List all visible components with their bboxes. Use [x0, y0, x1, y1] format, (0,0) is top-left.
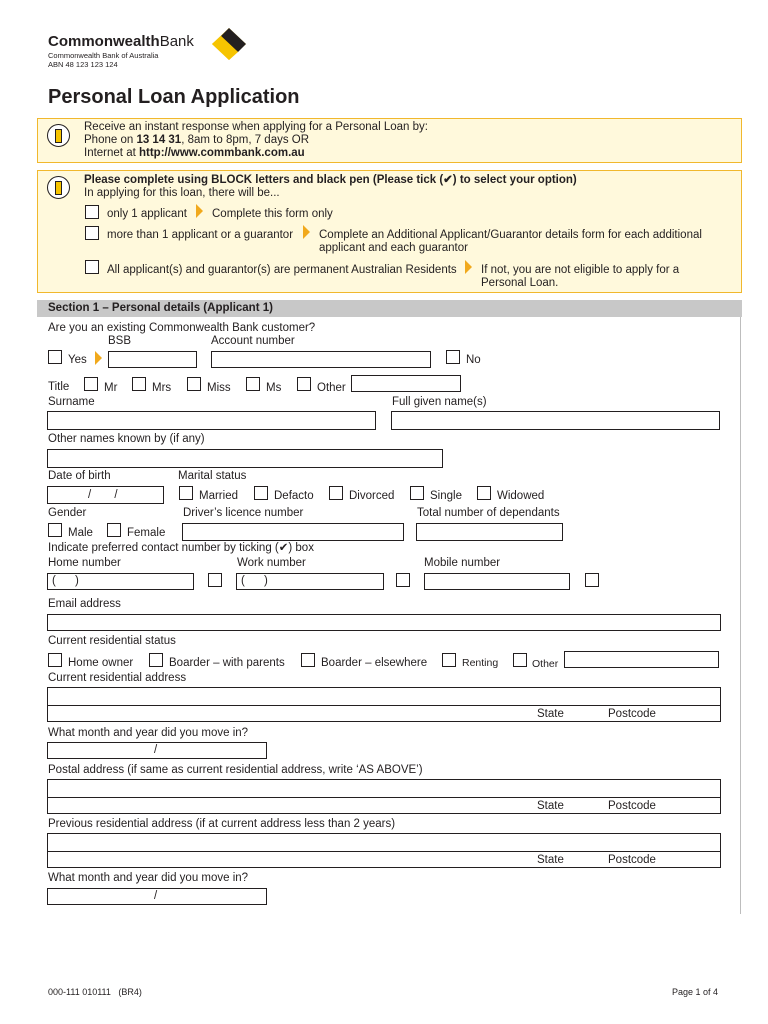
- bsb-label: BSB: [108, 335, 132, 347]
- marital-status-label: Marital status: [178, 470, 247, 482]
- mrs-label: Mrs: [152, 382, 172, 394]
- married-label: Married: [199, 490, 238, 502]
- move-in-separator: /: [154, 744, 158, 756]
- other-title-label: Other: [317, 382, 346, 394]
- licence-input[interactable]: [182, 523, 404, 541]
- residential-status-label: Current residential status: [48, 635, 176, 647]
- mobile-number-label: Mobile number: [424, 557, 501, 569]
- dependants-input[interactable]: [416, 523, 563, 541]
- opt1-label: only 1 applicant: [107, 208, 187, 220]
- checkbox-yes[interactable]: [48, 350, 62, 364]
- checkbox-mr[interactable]: [84, 377, 98, 391]
- checkbox-female[interactable]: [107, 523, 121, 537]
- mobile-number-input[interactable]: [424, 573, 570, 590]
- home-area-code: ( ): [52, 575, 79, 587]
- arrow-icon: [465, 260, 472, 274]
- info1-line1: Receive an instant response when applying for a Personal Loan by:: [84, 121, 428, 133]
- logo-line2: ABN 48 123 123 124: [48, 60, 118, 69]
- opt3-result-line1: If not, you are not eligible to apply for a: [481, 264, 680, 276]
- bsb-input[interactable]: [108, 351, 197, 368]
- given-names-label: Full given name(s): [392, 396, 487, 408]
- title-label: Title: [48, 381, 70, 393]
- section1-title: Section 1 – Personal details (Applicant 1): [48, 302, 273, 314]
- checkbox-residents[interactable]: [85, 260, 99, 274]
- state-label: State: [537, 854, 564, 866]
- arrow-icon: [303, 225, 310, 239]
- email-input[interactable]: [47, 614, 721, 631]
- checkbox-home-preferred[interactable]: [208, 573, 222, 587]
- info2-sub: In applying for this loan, there will be...: [84, 187, 280, 199]
- contact-note: Indicate preferred contact number by ticking (✔) box: [48, 542, 314, 554]
- licence-label: Driver’s licence number: [183, 507, 304, 519]
- checkbox-male[interactable]: [48, 523, 62, 537]
- info-icon: [47, 176, 70, 199]
- defacto-label: Defacto: [274, 490, 314, 502]
- other-status-label: Other: [532, 658, 559, 670]
- checkbox-other-title[interactable]: [297, 377, 311, 391]
- no-label: No: [466, 354, 481, 366]
- address-divider: [47, 797, 721, 798]
- checkbox-renting[interactable]: [442, 653, 456, 667]
- other-names-input[interactable]: [47, 449, 443, 468]
- female-label: Female: [127, 527, 166, 539]
- info1-phone-suffix: , 8am to 8pm, 7 days OR: [181, 134, 310, 146]
- given-names-input[interactable]: [391, 411, 720, 430]
- state-label: State: [537, 708, 564, 720]
- logo-word-light: Bank: [159, 33, 194, 50]
- checkbox-boarder-parents[interactable]: [149, 653, 163, 667]
- arrow-icon: [95, 351, 102, 365]
- checkbox-no[interactable]: [446, 350, 460, 364]
- postcode-label: Postcode: [608, 708, 656, 720]
- info1-url[interactable]: http://www.commbank.com.au: [138, 147, 305, 159]
- widowed-label: Widowed: [497, 490, 545, 502]
- divorced-label: Divorced: [349, 490, 395, 502]
- form-code: 000-111 010111 (BR4): [48, 987, 142, 997]
- checkbox-home-owner[interactable]: [48, 653, 62, 667]
- other-title-input[interactable]: [351, 375, 461, 392]
- logo-line1: Commonwealth Bank of Australia: [48, 51, 159, 60]
- move-in-question: What month and year did you move in?: [48, 727, 249, 739]
- mr-label: Mr: [104, 382, 118, 394]
- boarder-parents-label: Boarder – with parents: [169, 657, 285, 669]
- checkbox-widowed[interactable]: [477, 486, 491, 500]
- dob-separators: / /: [88, 489, 118, 501]
- opt1-result: Complete this form only: [212, 208, 333, 220]
- account-number-input[interactable]: [211, 351, 431, 368]
- dependants-label: Total number of dependants: [417, 507, 560, 519]
- checkbox-work-preferred[interactable]: [396, 573, 410, 587]
- home-number-label: Home number: [48, 557, 121, 569]
- gender-label: Gender: [48, 507, 87, 519]
- boarder-elsewhere-label: Boarder – elsewhere: [321, 657, 428, 669]
- checkbox-other-status[interactable]: [513, 653, 527, 667]
- previous-address-label: Previous residential address (if at current address less than 2 years): [48, 818, 396, 830]
- surname-label: Surname: [48, 396, 95, 408]
- opt2-label: more than 1 applicant or a guarantor: [107, 229, 294, 241]
- dob-label: Date of birth: [48, 470, 111, 482]
- current-address-label: Current residential address: [48, 672, 187, 684]
- info1-internet-prefix: Internet at: [84, 147, 139, 159]
- page-number: Page 1 of 4: [672, 987, 719, 997]
- checkbox-boarder-elsewhere[interactable]: [301, 653, 315, 667]
- state-label: State: [537, 800, 564, 812]
- opt2-result-line1: Complete an Additional Applicant/Guarantor details form for each additional: [319, 229, 702, 241]
- work-area-code: ( ): [241, 575, 268, 587]
- opt3-result-line2: Personal Loan.: [481, 277, 559, 289]
- previous-move-in-separator: /: [154, 890, 158, 902]
- male-label: Male: [68, 527, 93, 539]
- checkbox-defacto[interactable]: [254, 486, 268, 500]
- checkbox-one-applicant[interactable]: [85, 205, 99, 219]
- arrow-icon: [196, 204, 203, 218]
- postal-address-label: Postal address (if same as current residential address, write ‘AS ABOVE’): [48, 764, 423, 776]
- miss-label: Miss: [207, 382, 231, 394]
- account-number-label: Account number: [211, 335, 295, 347]
- checkbox-mobile-preferred[interactable]: [585, 573, 599, 587]
- checkbox-mrs[interactable]: [132, 377, 146, 391]
- work-number-label: Work number: [237, 557, 306, 569]
- other-status-input[interactable]: [564, 651, 719, 668]
- info-icon: [47, 124, 70, 147]
- home-owner-label: Home owner: [68, 657, 134, 669]
- checkbox-ms[interactable]: [246, 377, 260, 391]
- info1-phone-prefix: Phone on: [84, 134, 137, 146]
- info2-heading: Please complete using BLOCK letters and black pen (Please tick (✔) to select your option): [84, 174, 577, 186]
- existing-customer-question: Are you an existing Commonwealth Bank customer?: [48, 322, 316, 334]
- ms-label: Ms: [266, 382, 282, 394]
- address-divider: [47, 851, 721, 852]
- email-label: Email address: [48, 598, 121, 610]
- checkbox-married[interactable]: [179, 486, 193, 500]
- logo-word-bold: Commonwealth: [48, 33, 160, 50]
- renting-label: Renting: [462, 657, 499, 669]
- yes-label: Yes: [68, 354, 87, 366]
- surname-input[interactable]: [47, 411, 376, 430]
- checkbox-divorced[interactable]: [329, 486, 343, 500]
- checkbox-single[interactable]: [410, 486, 424, 500]
- postcode-label: Postcode: [608, 854, 656, 866]
- checkbox-multiple-applicants[interactable]: [85, 226, 99, 240]
- opt2-result-line2: applicant and each guarantor: [319, 242, 468, 254]
- logo-diamond-icon: [210, 26, 248, 62]
- info1-phone: 13 14 31: [136, 134, 182, 146]
- single-label: Single: [430, 490, 462, 502]
- checkbox-miss[interactable]: [187, 377, 201, 391]
- postcode-label: Postcode: [608, 800, 656, 812]
- previous-move-in-question: What month and year did you move in?: [48, 872, 249, 884]
- page-title: Personal Loan Application: [48, 86, 300, 108]
- address-divider: [47, 705, 721, 706]
- section-border: [740, 317, 741, 914]
- opt3-label: All applicant(s) and guarantor(s) are permanent Australian Residents: [107, 264, 457, 276]
- other-names-label: Other names known by (if any): [48, 433, 205, 445]
